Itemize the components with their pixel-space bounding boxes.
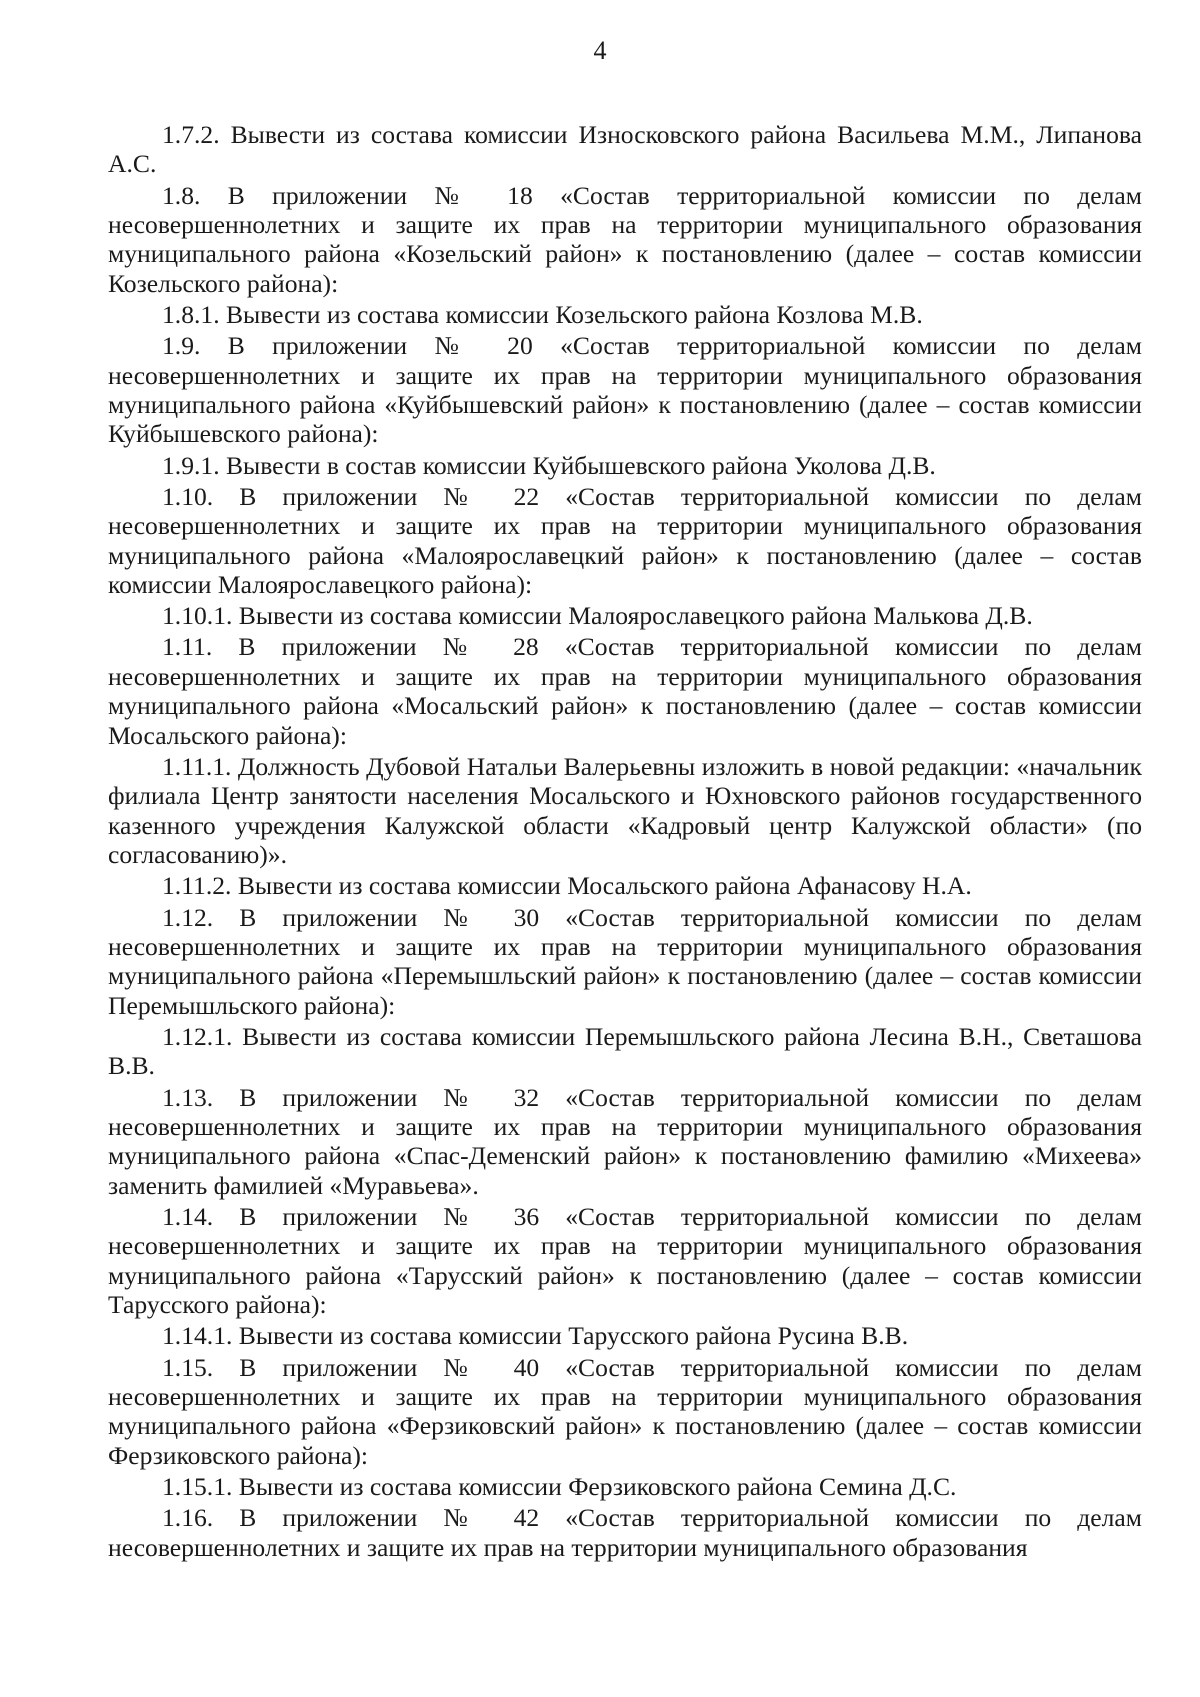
paragraph-1-8: 1.8. В приложении № 18 «Состав территориальной комиссии по делам несовершеннолетних и защите их прав на территории муниципального образования муниципального района «Козельский район» к постановлению (далее – состав комиссии Козельского района): (108, 180, 1142, 298)
paragraph-1-12-1: 1.12.1. Вывести из состава комиссии Перемышльского района Лесина В.Н., Светашова В.В. (108, 1021, 1142, 1081)
paragraph-1-8-1: 1.8.1. Вывести из состава комиссии Козельского района Козлова М.В. (162, 300, 923, 330)
paragraph-1-14-1: 1.14.1. Вывести из состава комиссии Тарусского района Русина В.В. (162, 1321, 909, 1351)
paragraph-1-16: 1.16. В приложении № 42 «Состав территориальной комиссии по делам несовершеннолетних и защите их прав на территории муниципального образования (108, 1503, 1142, 1562)
paragraph-1-9: 1.9. В приложении № 20 «Состав территориальной комиссии по делам несовершеннолетних и защите их прав на территории муниципального образования муниципального района «Куйбышевский район» к постановлению (далее – состав комиссии Куйбышевского района): (108, 331, 1142, 449)
paragraph-1-11: 1.11. В приложении № 28 «Состав территориальной комиссии по делам несовершеннолетних и защите их прав на территории муниципального образования муниципального района «Мосальский район» к постановлению (далее – состав комиссии Мосальского района): (108, 632, 1142, 750)
document-body (108, 120, 1142, 1564)
paragraph-1-7-2: 1.7.2. Вывести из состава комиссии Износковского района Васильева М.М., Липанова А.С. (108, 120, 1142, 179)
paragraph-1-11-1: 1.11.1. Должность Дубовой Натальи Валерьевны изложить в новой редакции: «начальник филиала Центр занятости населения Мосальского и Юхновского районов государственного казенного учреждения Калужской области «Кадровый центр Калужской области» (по согласованию)». (108, 751, 1142, 870)
paragraph-1-11-2: 1.11.2. Вывести из состава комиссии Мосальского района Афанасову Н.А. (162, 871, 972, 901)
paragraph-1-10-1: 1.10.1. Вывести из состава комиссии Малоярославецкого района Малькова Д.В. (162, 601, 1033, 631)
page-number: 4 (593, 36, 607, 65)
paragraph-1-14: 1.14. В приложении № 36 «Состав территориальной комиссии по делам несовершеннолетних и защите их прав на территории муниципального образования муниципального района «Тарусский район» к постановлению (далее – состав комиссии Тарусского района): (108, 1201, 1142, 1320)
paragraph-1-9-1: 1.9.1. Вывести в состав комиссии Куйбышевского района Уколова Д.В. (162, 450, 936, 480)
paragraph-1-13: 1.13. В приложении № 32 «Состав территориальной комиссии по делам несовершеннолетних и защите их прав на территории муниципального образования муниципального района «Спас-Деменский район» к постановлению фамилию «Михеева» заменить фамилией «Муравьева». (108, 1082, 1142, 1200)
paragraph-1-15: 1.15. В приложении № 40 «Состав территориальной комиссии по делам несовершеннолетних и защите их прав на территории муниципального образования муниципального района «Ферзиковский район» к постановлению (далее – состав комиссии Ферзиковского района): (108, 1352, 1142, 1470)
paragraph-1-10: 1.10. В приложении № 22 «Состав территориальной комиссии по делам несовершеннолетних и защите их прав на территории муниципального образования муниципального района «Малоярославецкий район» к постановлению (далее – состав комиссии Малоярославецкого района): (108, 481, 1142, 600)
paragraph-1-12: 1.12. В приложении № 30 «Состав территориальной комиссии по делам несовершеннолетних и защите их прав на территории муниципального образования муниципального района «Перемышльский район» к постановлению (далее – состав комиссии Перемышльского района): (108, 902, 1142, 1020)
paragraph-1-15-1: 1.15.1. Вывести из состава комиссии Ферзиковского района Семина Д.С. (162, 1472, 957, 1502)
